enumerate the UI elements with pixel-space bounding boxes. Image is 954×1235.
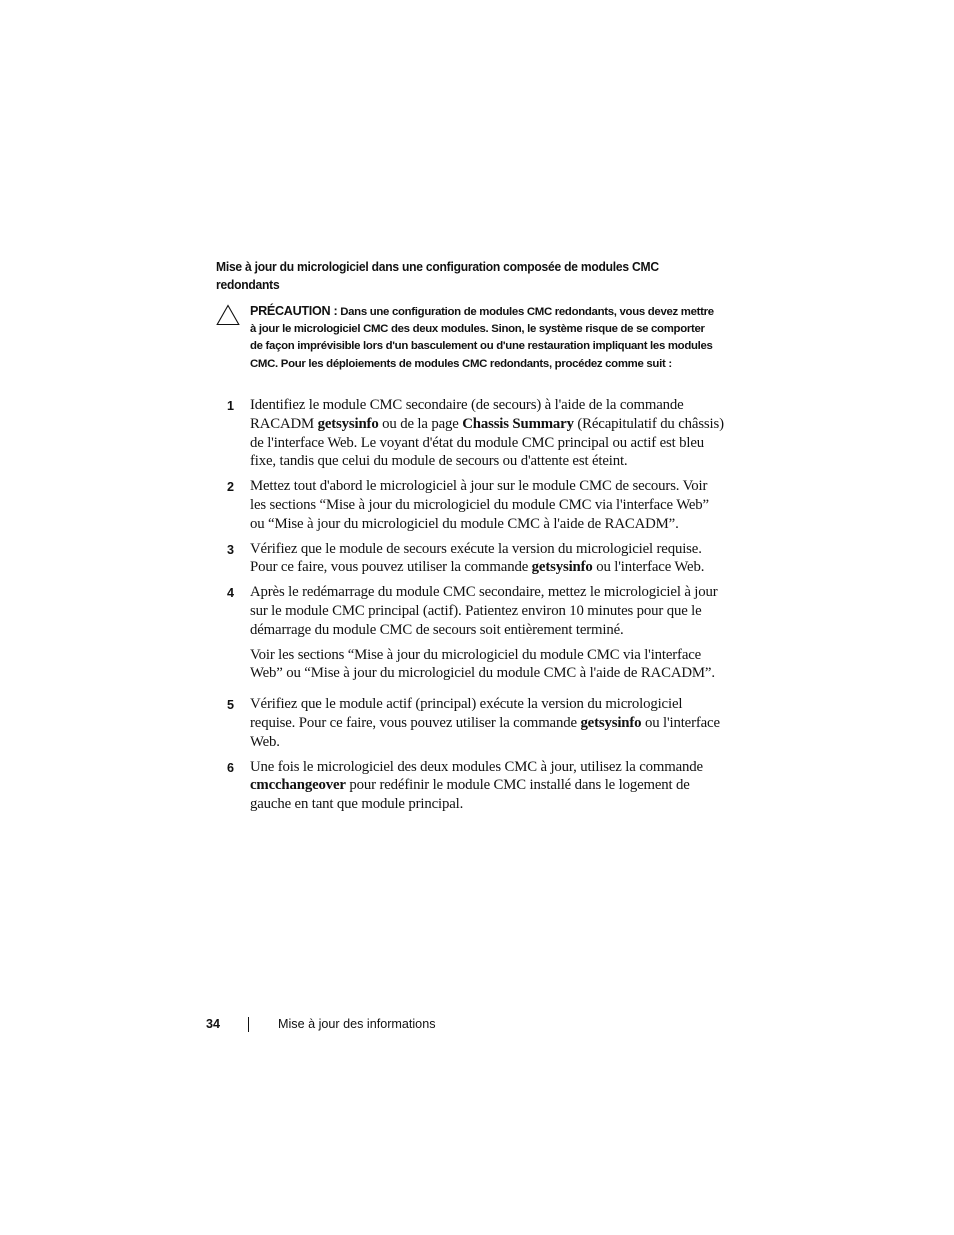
step-5 (216, 695, 726, 751)
caution-triangle-icon (216, 304, 240, 326)
command-getsysinfo: getsysinfo (317, 415, 379, 432)
step-number: 1 (227, 399, 235, 413)
page-chassis-summary: Chassis Summary (462, 415, 574, 432)
step-text-part: Vérifiez que le module actif (principal) exécute la version du micrologiciel requise. Pour ce faire, vous pouvez utiliser la commande (250, 696, 683, 731)
footer-separator (248, 1017, 249, 1032)
command-getsysinfo: getsysinfo (580, 714, 642, 731)
step-number: 4 (227, 586, 235, 601)
caution-body: Dans une configuration de modules CMC redondants, vous devez mettre à jour le micrologiciel CMC des deux modules. Sinon, le système risque de se comporter de façon imprévisible lors d'un basculement ou d'une restauration impliquant les modules CMC. Pour les déploiements de modules CMC redondants, procédez comme suit : (250, 306, 714, 370)
page-footer (206, 1015, 606, 1035)
step-1 (216, 396, 726, 471)
step-text-part: Identifiez le module CMC secondaire (de secours) à l'aide de la commande RACADM (250, 397, 684, 432)
step-number: 6 (227, 760, 235, 775)
step-text (250, 540, 726, 578)
step-6 (216, 758, 726, 814)
section-heading: Mise à jour du micrologiciel dans une configuration composée de modules CMC redondants (216, 260, 659, 292)
caution-label: PRÉCAUTION : (250, 304, 338, 318)
step-text-part: ou l'interface Web. (250, 714, 720, 750)
procedure-steps (216, 396, 726, 820)
step-text: Mettez tout d'abord le micrologiciel à jour sur le module CMC de secours. Voir les sections “Mise à jour du micrologiciel du module CMC via l'interface Web” ou “Mise à jour du micrologiciel du module CMC à l'aide de RACADM”. (250, 478, 709, 532)
step-text-part: ou de la page (378, 415, 463, 432)
footer-chapter-title: Mise à jour des informations (278, 1017, 436, 1031)
step-text (250, 758, 726, 814)
step-number: 5 (227, 698, 235, 713)
step-2 (216, 477, 726, 533)
step-text (250, 396, 726, 471)
step-text-part: Une fois le micrologiciel des deux modules CMC à jour, utilisez la commande (250, 758, 703, 775)
step-text-part: (Récapitulatif du châssis) de l'interface Web. Le voyant d'état du module CMC principal ou actif est bleu fixe, tandis que celui du module de secours ou d'attente est éteint. (250, 415, 724, 470)
step-4 (216, 583, 726, 683)
step-text: Après le redémarrage du module CMC secondaire, mettez le micrologiciel à jour sur le module CMC principal (actif). Patientez environ 10 minutes pour que le démarrage du module CMC de secours soit entièrement terminé. (250, 584, 718, 638)
step-text-part: Vérifiez que le module de secours exécute la version du micrologiciel requise. Pour ce faire, vous pouvez utiliser la commande (250, 540, 702, 576)
step-number: 2 (227, 480, 235, 495)
step-number: 3 (227, 542, 235, 557)
step-text-secondary: Voir les sections “Mise à jour du micrologiciel du module CMC via l'interface Web” ou “Mise à jour du micrologiciel du module CMC à l'aide de RACADM”. (250, 646, 715, 682)
step-text-part: pour redéfinir le module CMC installé dans le logement de gauche en tant que module principal. (250, 777, 690, 813)
command-cmcchangeover: cmcchangeover (250, 777, 346, 794)
page-number: 34 (206, 1017, 221, 1031)
caution-text (250, 303, 716, 373)
step-text-part: ou l'interface Web. (592, 559, 705, 576)
command-getsysinfo: getsysinfo (531, 559, 593, 576)
step-3 (216, 540, 726, 578)
step-text (250, 695, 726, 751)
